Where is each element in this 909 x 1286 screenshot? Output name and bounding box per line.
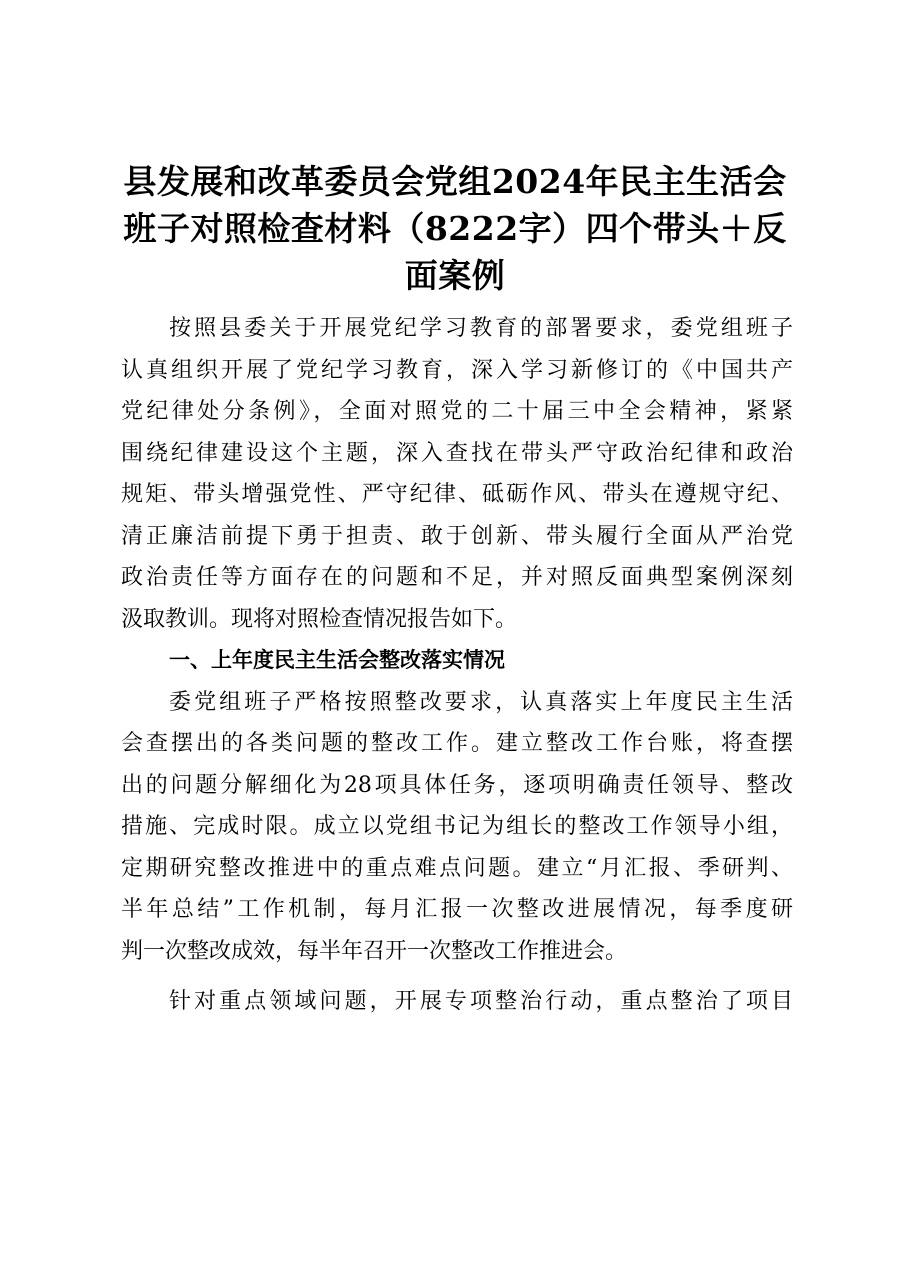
paragraph-line: 汲取教训。现将对照检查情况报告如下。 — [121, 606, 518, 632]
paragraph-line: 围绕纪律建设这个主题，深入查找在带头严守政治纪律和政治 — [121, 440, 793, 466]
paragraph-line: 按照县委关于开展党纪学习教育的部署要求，委党组班子 — [169, 316, 793, 341]
paragraph-line: 针对重点领域问题，开展专项整治行动，重点整治了项目 — [169, 989, 793, 1014]
paragraph-rectification — [121, 682, 793, 973]
title-line-1: 县发展和改革委员会党组2024年民主生活会 — [123, 162, 787, 201]
paragraph-line: 清正廉洁前提下勇于担责、敢于创新、带头履行全面从严治党 — [121, 523, 793, 549]
paragraph-line: 规矩、带头增强党性、严守纪律、砥砺作风、带头在遵规守纪、 — [121, 482, 793, 507]
paragraph-line: 判一次整改成效，每半年召开一次整改工作推进会。 — [121, 938, 628, 964]
paragraph-line: 会查摆出的各类问题的整改工作。建立整改工作台账，将查摆 — [121, 731, 793, 756]
paragraph-gap — [121, 972, 793, 981]
paragraph-line: 党纪律处分条例》，全面对照党的二十届三中全会精神，紧紧 — [121, 399, 793, 424]
title-line-2: 班子对照检查材料（8222字）四个带头＋反 — [123, 209, 787, 248]
title-line-3: 面案例 — [404, 256, 506, 295]
section-heading: 一、上年度民主生活会整改落实情况 — [169, 648, 505, 672]
paragraph-special-action — [121, 981, 793, 1023]
paragraph-line: 半年总结”工作机制，每月汇报一次整改进展情况，每季度研 — [121, 897, 793, 922]
paragraph-line: 政治责任等方面存在的问题和不足，并对照反面典型案例深刻 — [121, 565, 793, 590]
paragraph-line: 措施、完成时限。成立以党组书记为组长的整改工作领导小组， — [121, 814, 793, 839]
paragraph-line: 委党组班子严格按照整改要求，认真落实上年度民主生活 — [169, 689, 793, 715]
paragraph-line: 出的问题分解细化为28项具体任务，逐项明确责任领导、整改 — [121, 772, 793, 798]
paragraph-intro — [121, 308, 793, 640]
document-body — [121, 308, 793, 1023]
paragraph-line: 定期研究整改推进中的重点难点问题。建立“月汇报、季研判、 — [121, 855, 793, 881]
paragraph-line: 认真组织开展了党纪学习教育，深入学习新修订的《中国共产 — [121, 357, 793, 383]
document-title — [100, 158, 810, 299]
